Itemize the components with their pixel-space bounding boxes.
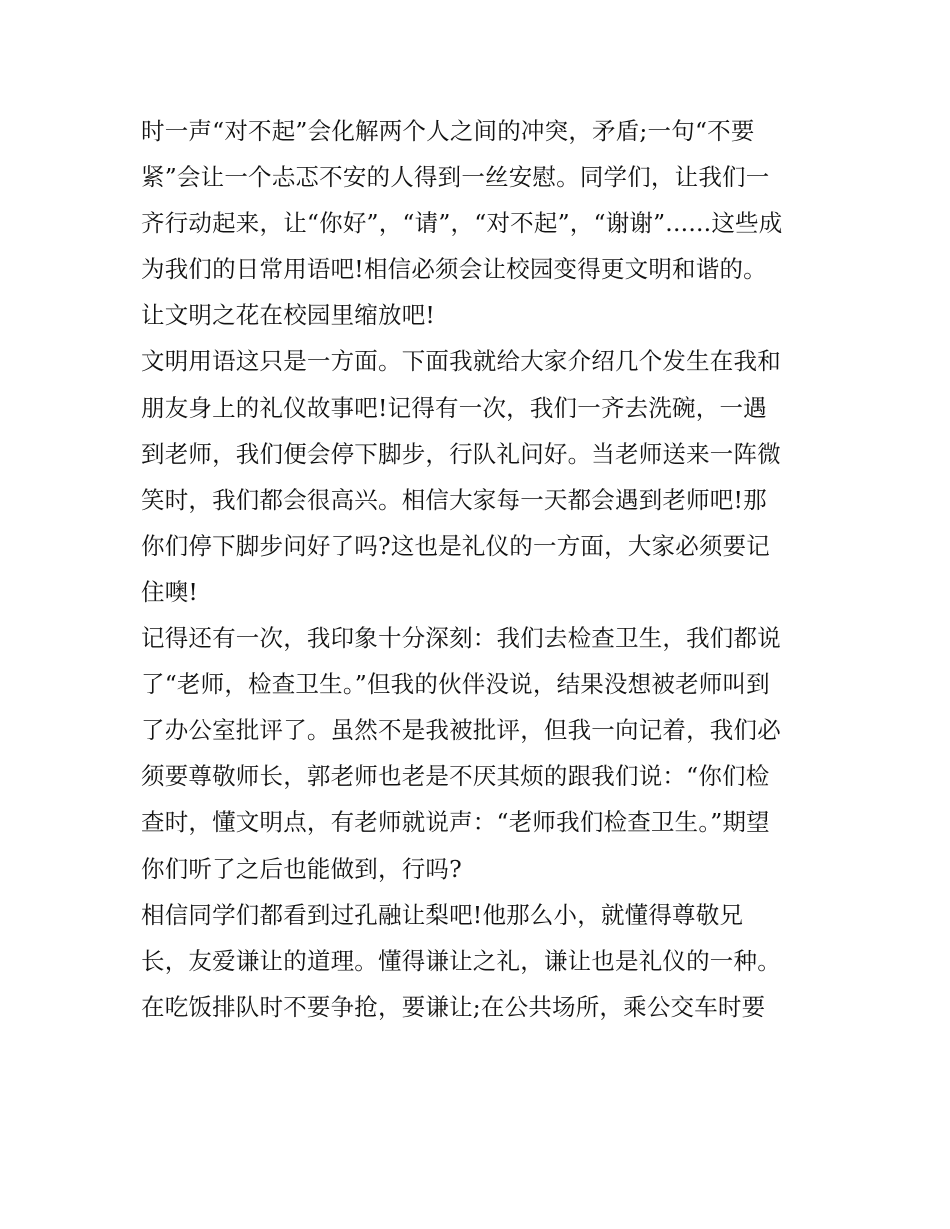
text-line: 紧”会让一个忐忑不安的人得到一丝安慰。同学们，让我们一 [141, 163, 770, 192]
text-line: 你们听了之后也能做到，行吗? [141, 854, 462, 883]
text-line: 你们停下脚步问好了吗?这也是礼仪的一方面，大家必须要记 [141, 531, 770, 560]
text-line: 了办公室批评了。虽然不是我被批评，但我一向记着，我们必 [141, 716, 781, 745]
text-line: 在吃饭排队时不要争抢，要谦让;在公共场所，乘公交车时要 [141, 992, 766, 1021]
text-line: 相信同学们都看到过孔融让梨吧!他那么小，就懂得尊敬兄 [141, 900, 744, 929]
text-line: 须要尊敬师长，郭老师也老是不厌其烦的跟我们说：“你们检 [141, 762, 770, 791]
text-line: 齐行动起来，让“你好”，“请”，“对不起”，“谢谢”......这些成 [141, 209, 783, 238]
text-line: 到老师，我们便会停下脚步，行队礼问好。当老师送来一阵微 [141, 439, 781, 468]
text-line: 为我们的日常用语吧!相信必须会让校园变得更文明和谐的。 [141, 255, 767, 284]
body-text [141, 108, 821, 1030]
text-line: 记得还有一次，我印象十分深刻：我们去检查卫生，我们都说 [141, 624, 781, 653]
text-line: 了“老师，检查卫生。”但我的伙伴没说，结果没想被老师叫到 [141, 670, 770, 699]
text-line: 住噢! [141, 577, 199, 606]
text-line: 时一声“对不起”会化解两个人之间的冲突，矛盾;一句“不要 [141, 117, 755, 145]
text-line: 长，友爱谦让的道理。懂得谦让之礼，谦让也是礼仪的一种。 [141, 946, 781, 975]
text-line: 朋友身上的礼仪故事吧!记得有一次，我们一齐去洗碗，一遇 [141, 393, 767, 422]
text-line: 让文明之花在校园里缩放吧! [141, 301, 436, 330]
text-line: 查时，懂文明点，有老师就说声：“老师我们检查卫生。”期望 [141, 808, 770, 837]
text-line: 笑时，我们都会很高兴。相信大家每一天都会遇到老师吧!那 [141, 485, 767, 514]
text-line: 文明用语这只是一方面。下面我就给大家介绍几个发生在我和 [141, 347, 781, 376]
